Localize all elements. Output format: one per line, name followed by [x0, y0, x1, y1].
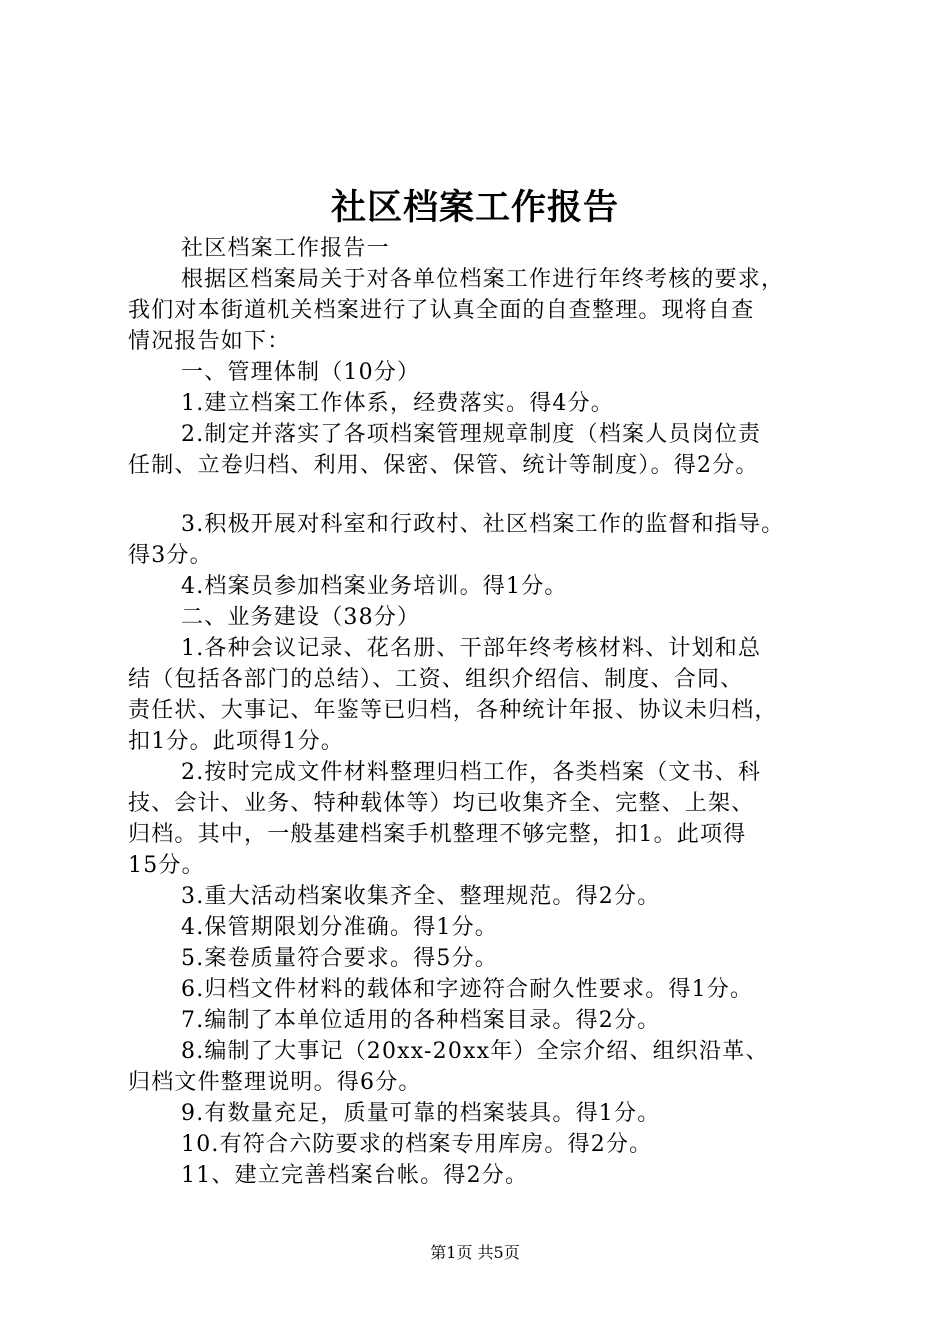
section-heading: 一、管理体制（10分）	[181, 360, 421, 385]
paragraph-line: 扣1分。此项得1分。	[128, 729, 344, 754]
section-subtitle: 社区档案工作报告一	[181, 236, 390, 261]
paragraph-line: 11、建立完善档案台帐。得2分。	[181, 1163, 529, 1188]
paragraph-line: 2.制定并落实了各项档案管理规章制度（档案人员岗位责	[181, 422, 762, 447]
paragraph-line: 3.积极开展对科室和行政村、社区档案工作的监督和指导。	[181, 512, 785, 537]
paragraph-line: 3.重大活动档案收集齐全、整理规范。得2分。	[181, 884, 661, 909]
paragraph-line: 15分。	[128, 853, 205, 878]
paragraph-line: 6.归档文件材料的载体和字迹符合耐久性要求。得1分。	[181, 977, 754, 1002]
page-number-footer: 第1页 共5页	[430, 1243, 520, 1262]
paragraph-line: 得3分。	[128, 543, 213, 568]
paragraph-line: 任制、立卷归档、利用、保密、保管、统计等制度）。得2分。	[128, 453, 759, 478]
paragraph-line: 10.有符合六防要求的档案专用库房。得2分。	[181, 1132, 653, 1157]
section-heading: 二、业务建设（38分）	[181, 605, 421, 630]
paragraph-line: 1.各种会议记录、花名册、干部年终考核材料、计划和总	[181, 636, 762, 661]
document-title: 社区档案工作报告	[330, 187, 619, 228]
document-body	[128, 233, 838, 1191]
paragraph-line: 情况报告如下：	[128, 329, 291, 354]
paragraph-line: 4.保管期限划分准确。得1分。	[181, 915, 498, 940]
paragraph-line: 8.编制了大事记（20xx-20xx年）全宗介绍、组织沿革、	[181, 1039, 769, 1064]
blank-space	[128, 481, 838, 509]
paragraph-line: 2.按时完成文件材料整理归档工作，各类档案（文书、科	[181, 760, 762, 785]
paragraph-line: 技、会计、业务、特种载体等）均已收集齐全、完整、上架、	[128, 791, 755, 816]
paragraph-line: 归档文件整理说明。得6分。	[128, 1070, 422, 1095]
paragraph-line: 根据区档案局关于对各单位档案工作进行年终考核的要求，	[181, 267, 785, 292]
paragraph-line: 5.案卷质量符合要求。得5分。	[181, 946, 498, 971]
paragraph-line: 我们对本街道机关档案进行了认真全面的自查整理。现将自查	[128, 298, 755, 323]
paragraph-line: 4.档案员参加档案业务培训。得1分。	[181, 574, 568, 599]
paragraph-line: 结（包括各部门的总结）、工资、组织介绍信、制度、合同、	[128, 667, 744, 692]
paragraph-line: 9.有数量充足，质量可靠的档案装具。得1分。	[181, 1101, 661, 1126]
paragraph-line: 1.建立档案工作体系，经费落实。得4分。	[181, 391, 614, 416]
paragraph-line: 7.编制了本单位适用的各种档案目录。得2分。	[181, 1008, 661, 1033]
paragraph-line: 责任状、大事记、年鉴等已归档，各种统计年报、协议未归档，	[128, 698, 778, 723]
paragraph-line: 归档。其中，一般基建档案手机整理不够完整，扣1。此项得	[128, 822, 747, 847]
